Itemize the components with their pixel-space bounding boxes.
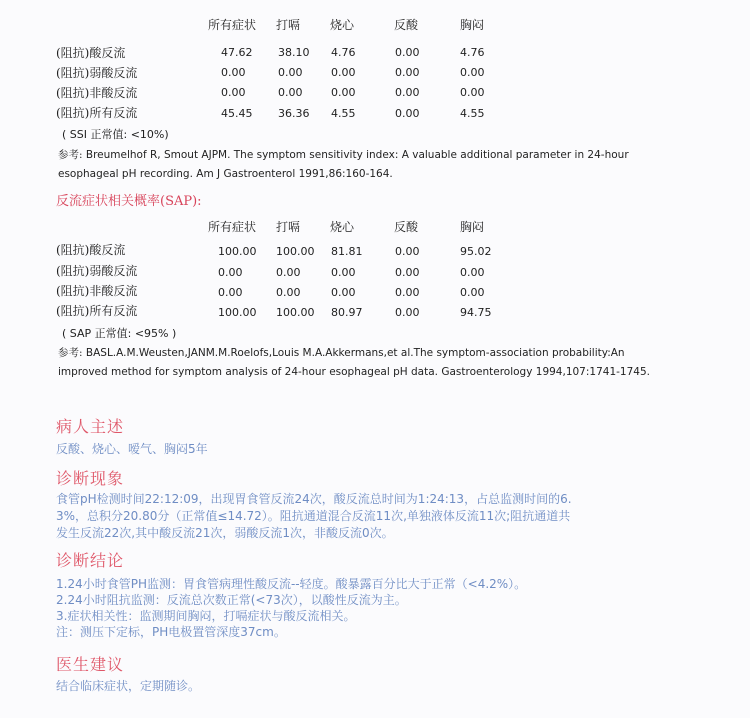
advice-title: 医生建议 <box>56 655 125 674</box>
ssi-cell: 0.00 <box>331 86 356 99</box>
sap-cell: 100.00 <box>218 306 257 319</box>
ssi-row-label: (阻抗)酸反流 <box>56 46 126 60</box>
sap-normal-note: ( SAP 正常值: <95% ) <box>62 327 177 340</box>
sap-cell: 0.00 <box>218 286 243 299</box>
sap-cell: 80.97 <box>331 306 363 319</box>
sap-header-heartburn: 烧心 <box>330 220 355 234</box>
sap-row-label: (阻抗)酸反流 <box>56 243 126 257</box>
ssi-ref-key: 参考: <box>58 149 83 161</box>
conclusion-item: 2.24小时阻抗监测：反流总次数正常(<73次），以酸性反流为主。 <box>56 593 407 607</box>
ssi-cell: 45.45 <box>221 107 253 120</box>
ssi-cell: 4.55 <box>331 107 356 120</box>
ssi-cell: 36.36 <box>278 107 310 120</box>
sap-row-label: (阻抗)非酸反流 <box>56 284 138 298</box>
sap-ref-key: 参考: <box>58 347 83 359</box>
sap-cell: 0.00 <box>460 266 485 279</box>
ssi-header-all: 所有症状 <box>208 18 257 32</box>
findings-title: 诊断现象 <box>56 469 125 488</box>
sap-cell: 0.00 <box>331 286 356 299</box>
sap-cell: 0.00 <box>276 266 301 279</box>
ssi-cell: 0.00 <box>221 86 246 99</box>
conclusion-item: 注：测压下定标，PH电极置管深度37cm。 <box>56 625 286 639</box>
ssi-cell: 0.00 <box>278 66 303 79</box>
complaint-title: 病人主述 <box>56 417 125 436</box>
complaint-body: 反酸、烧心、嗳气、胸闷5年 <box>56 442 208 456</box>
sap-title: 反流症状相关概率(SAP): <box>56 194 202 209</box>
ssi-normal-note: ( SSI 正常值: <10%) <box>62 128 169 141</box>
findings-line: 3%，总积分20.80分（正常值≤14.72）。阻抗通道混合反流11次,单独液体反流11次;阻抗通道共 <box>56 509 571 523</box>
ssi-row-label: (阻抗)弱酸反流 <box>56 66 138 80</box>
sap-cell: 94.75 <box>460 306 492 319</box>
ssi-cell: 4.76 <box>331 46 356 59</box>
sap-cell: 0.00 <box>218 266 243 279</box>
sap-cell: 0.00 <box>460 286 485 299</box>
findings-line: 食管pH检测时间22:12:09，出现胃食管反流24次，酸反流总时间为1:24:13，占总监测时间的6. <box>56 492 572 506</box>
ssi-cell: 47.62 <box>221 46 253 59</box>
sap-reference <box>58 344 708 382</box>
ssi-cell: 0.00 <box>395 66 420 79</box>
ssi-cell: 4.76 <box>460 46 485 59</box>
sap-cell: 0.00 <box>395 245 420 258</box>
sap-cell: 100.00 <box>218 245 257 258</box>
ssi-cell: 0.00 <box>395 86 420 99</box>
ssi-cell: 0.00 <box>460 86 485 99</box>
findings-body <box>56 491 716 542</box>
conclusion-title: 诊断结论 <box>56 551 125 570</box>
ssi-cell: 0.00 <box>221 66 246 79</box>
sap-header-belch: 打嗝 <box>276 220 301 234</box>
ssi-cell: 38.10 <box>278 46 310 59</box>
conclusion-item: 1.24小时食管PH监测：胃食管病理性酸反流--轻度。酸暴露百分比大于正常（<4.2%）。 <box>56 577 527 591</box>
ssi-header-acid-regurg: 反酸 <box>394 18 419 32</box>
sap-cell: 100.00 <box>276 306 315 319</box>
advice-body: 结合临床症状，定期随诊。 <box>56 679 201 693</box>
sap-cell: 100.00 <box>276 245 315 258</box>
ssi-header-belch: 打嗝 <box>276 18 301 32</box>
sap-header-chest-tightness: 胸闷 <box>460 220 485 234</box>
ssi-ref-line2: esophageal pH recording. Am J Gastroenterol 1991,86:160-164. <box>58 168 393 180</box>
findings-line: 发生反流22次,其中酸反流21次，弱酸反流1次，非酸反流0次。 <box>56 526 394 540</box>
sap-cell: 0.00 <box>395 286 420 299</box>
ssi-reference <box>58 146 708 184</box>
ssi-header-heartburn: 烧心 <box>330 18 355 32</box>
sap-cell: 81.81 <box>331 245 363 258</box>
ssi-cell: 0.00 <box>331 66 356 79</box>
sap-row-label: (阻抗)所有反流 <box>56 304 138 318</box>
ssi-cell: 0.00 <box>460 66 485 79</box>
ssi-cell: 0.00 <box>278 86 303 99</box>
ssi-cell: 0.00 <box>395 46 420 59</box>
sap-row-label: (阻抗)弱酸反流 <box>56 264 138 278</box>
sap-cell: 95.02 <box>460 245 492 258</box>
sap-header-acid-regurg: 反酸 <box>394 220 419 234</box>
sap-cell: 0.00 <box>276 286 301 299</box>
sap-cell: 0.00 <box>331 266 356 279</box>
ssi-row-label: (阻抗)所有反流 <box>56 106 138 120</box>
conclusion-item: 3.症状相关性：监测期间胸闷，打嗝症状与酸反流相关。 <box>56 609 356 623</box>
ssi-header-chest-tightness: 胸闷 <box>460 18 485 32</box>
ssi-cell: 0.00 <box>395 107 420 120</box>
sap-ref-line1: BASL.A.M.Weusten,JANM.M.Roelofs,Louis M.A.Akkermans,et al.The symptom-association probability:An <box>85 347 625 359</box>
ssi-row-label: (阻抗)非酸反流 <box>56 86 138 100</box>
sap-ref-line2: improved method for symptom analysis of 24-hour esophageal pH data. Gastroenterology 1994,107:1741-1745. <box>58 366 650 378</box>
sap-header-all: 所有症状 <box>208 220 257 234</box>
ssi-cell: 4.55 <box>460 107 485 120</box>
sap-cell: 0.00 <box>395 306 420 319</box>
ssi-ref-line1: Breumelhof R, Smout AJPM. The symptom sensitivity index: A valuable additional parameter in 24-hour <box>85 149 629 161</box>
conclusion-list <box>56 576 716 640</box>
sap-cell: 0.00 <box>395 266 420 279</box>
